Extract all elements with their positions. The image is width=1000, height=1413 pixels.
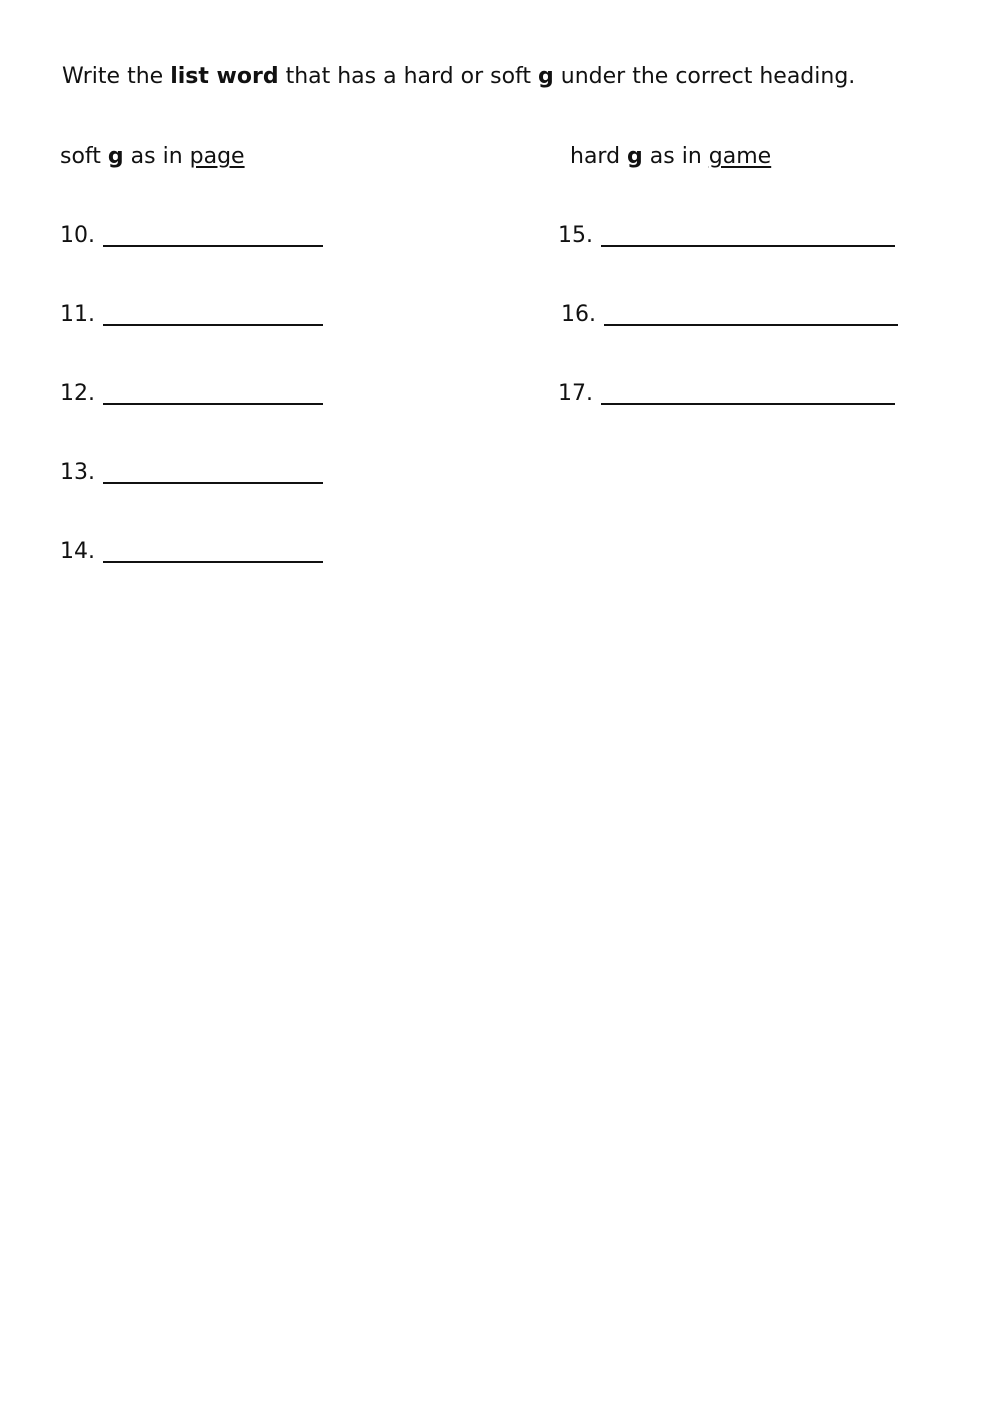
answer-row-13 — [60, 458, 323, 488]
instruction-part-2: that has a hard or soft — [278, 64, 539, 89]
answer-blank[interactable] — [601, 245, 895, 247]
answer-blank[interactable] — [103, 324, 323, 326]
answer-row-14 — [60, 537, 323, 567]
answer-row-12 — [60, 379, 323, 409]
answer-row-17 — [558, 379, 895, 409]
item-number: 15. — [558, 223, 593, 248]
soft-g-example-word: page — [189, 144, 245, 169]
instruction-part-1: Write the — [62, 64, 171, 89]
soft-g-heading-letter: g — [107, 144, 124, 169]
item-number: 13. — [60, 460, 95, 485]
item-number: 16. — [561, 302, 596, 327]
answer-blank[interactable] — [103, 403, 323, 405]
item-number: 11. — [60, 302, 95, 327]
hard-g-heading-pre: hard — [570, 144, 628, 169]
hard-g-example-word: game — [708, 144, 772, 169]
instruction-g: g — [538, 64, 554, 89]
soft-g-heading-pre: soft — [60, 144, 108, 169]
answer-row-11 — [60, 300, 323, 330]
answer-row-16 — [561, 300, 898, 330]
item-number: 17. — [558, 381, 593, 406]
hard-g-heading-mid: as in — [642, 144, 709, 169]
answer-blank[interactable] — [103, 561, 323, 563]
answer-blank[interactable] — [103, 482, 323, 484]
instruction-part-3: under the correct heading. — [553, 64, 856, 89]
answer-blank[interactable] — [601, 403, 895, 405]
answer-row-10 — [60, 221, 323, 251]
item-number: 12. — [60, 381, 95, 406]
soft-g-heading-mid: as in — [123, 144, 190, 169]
hard-g-heading — [570, 142, 771, 172]
hard-g-heading-letter: g — [627, 144, 643, 169]
instruction-text — [62, 62, 855, 92]
answer-blank[interactable] — [103, 245, 323, 247]
soft-g-heading — [60, 142, 245, 172]
answer-blank[interactable] — [604, 324, 898, 326]
instruction-list-word: list word — [170, 64, 279, 89]
answer-row-15 — [558, 221, 895, 251]
item-number: 14. — [60, 539, 95, 564]
item-number: 10. — [60, 223, 95, 248]
